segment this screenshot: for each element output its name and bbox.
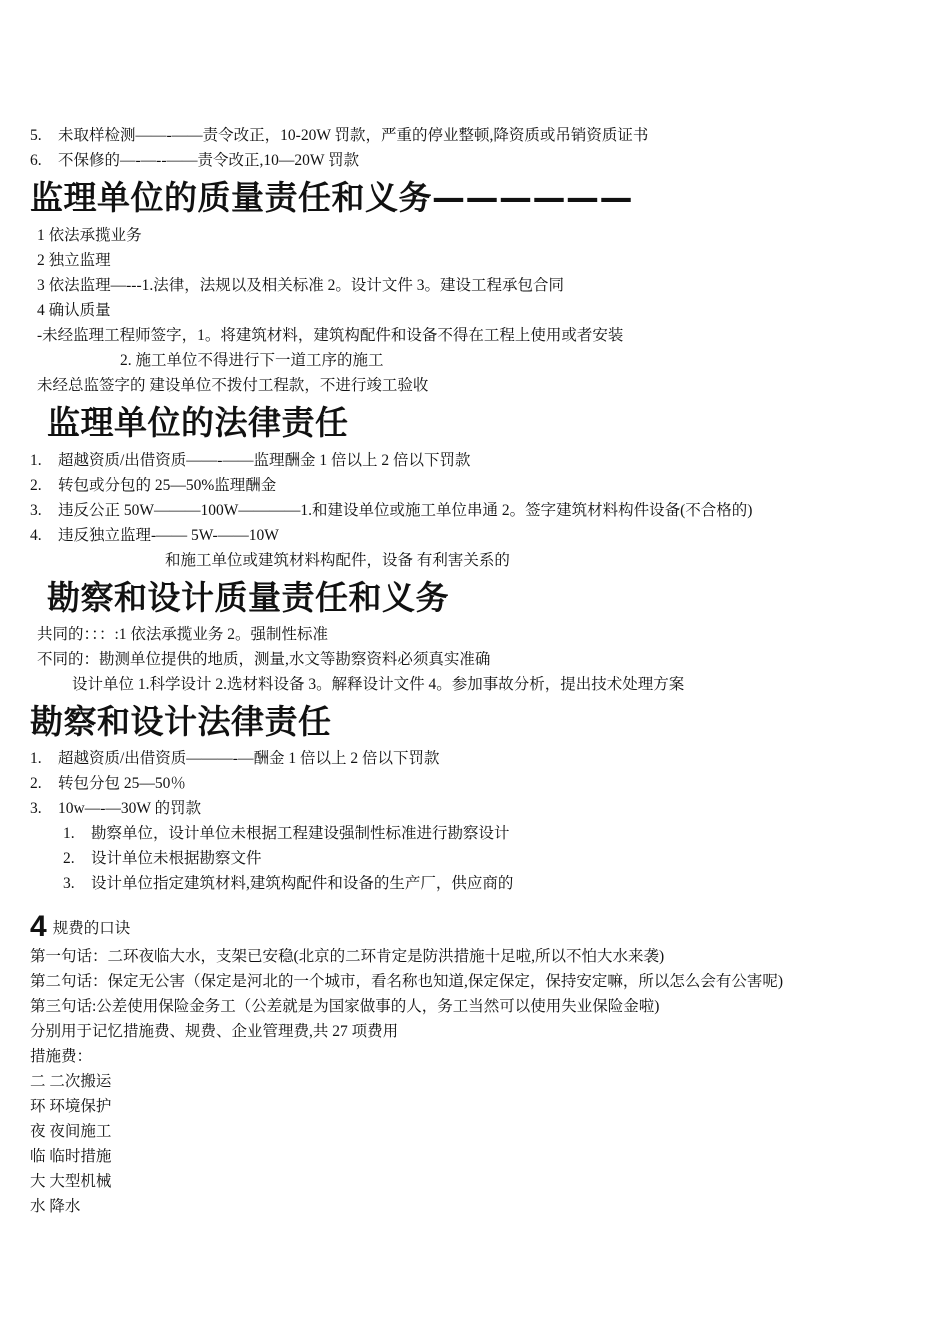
list-item bbox=[30, 798, 201, 820]
list-item bbox=[30, 450, 470, 472]
text-line: -未经监理工程师签字，1。将建筑材料，建筑构配件和设备不得在工程上使用或者安装 bbox=[37, 327, 624, 344]
list-text: 违反独立监理-—— 5W-——10W bbox=[58, 527, 279, 544]
sub-list-item bbox=[63, 873, 513, 895]
section-title bbox=[30, 910, 130, 946]
section-heading: 监理单位的质量责任和义务—————— bbox=[30, 178, 633, 217]
text-line: 临 临时措施 bbox=[30, 1148, 112, 1165]
list-item bbox=[30, 773, 186, 795]
text-line: 3 依法监理—---1.法律，法规以及相关标准 2。设计文件 3。建设工程承包合同 bbox=[37, 277, 564, 294]
text-line: 设计单位 1.科学设计 2.选材料设备 3。解释设计文件 4。参加事故分析，提出技术处理方案 bbox=[72, 676, 685, 693]
list-number: 5. bbox=[30, 127, 42, 144]
list-text: 未取样检测——-——责令改正，10-20W 罚款，严重的停业整顿,降资质或吊销资质证书 bbox=[58, 127, 649, 144]
text-line: 共同的：：：:1 依法承揽业务 2。强制性标准 bbox=[37, 626, 329, 643]
list-number: 2. bbox=[30, 477, 42, 494]
list-number: 1. bbox=[30, 452, 42, 469]
text-line: 第一句话：二环夜临大水，支架已安稳(北京的二环肯定是防洪措施十足啦,所以不怕大水来袭) bbox=[30, 948, 665, 965]
sub-list-item bbox=[63, 848, 262, 870]
list-text: 10w—-—30W 的罚款 bbox=[58, 800, 202, 817]
text-line: 第三句话:公差使用保险金务工（公差就是为国家做事的人，务工当然可以使用失业保险金啦) bbox=[30, 998, 660, 1015]
list-text: 勘察单位，设计单位未根据工程建设强制性标准进行勘察设计 bbox=[91, 825, 510, 842]
list-number: 2. bbox=[63, 850, 75, 867]
list-text: 超越资质/出借资质———-—酬金 1 倍以上 2 倍以下罚款 bbox=[58, 750, 440, 767]
list-number: 3. bbox=[30, 502, 42, 519]
list-item bbox=[30, 500, 752, 522]
text-line: 大 大型机械 bbox=[30, 1173, 112, 1190]
list-item bbox=[30, 475, 276, 497]
list-text: 设计单位指定建筑材料,建筑构配件和设备的生产厂，供应商的 bbox=[91, 875, 514, 892]
list-number: 3. bbox=[30, 800, 42, 817]
list-item bbox=[30, 748, 439, 770]
text-line: 和施工单位或建筑材料构配件，设备 有利害关系的 bbox=[165, 552, 510, 569]
text-line: 二 二次搬运 bbox=[30, 1073, 112, 1090]
list-number: 3. bbox=[63, 875, 75, 892]
list-item bbox=[30, 150, 359, 172]
text-line: 环 环境保护 bbox=[30, 1098, 112, 1115]
text-line: 2. 施工单位不得进行下一道工序的施工 bbox=[120, 352, 384, 369]
list-text: 设计单位未根据勘察文件 bbox=[91, 850, 262, 867]
section-heading: 勘察和设计法律责任 bbox=[30, 702, 332, 741]
list-text: 转包或分包的 25—50%监理酬金 bbox=[58, 477, 277, 494]
list-number: 1. bbox=[30, 750, 42, 767]
text-line: 夜 夜间施工 bbox=[30, 1123, 112, 1140]
list-number: 6. bbox=[30, 152, 42, 169]
list-text: 违反公正 50W———100W————1.和建设单位或施工单位串通 2。签字建筑材料构件设备(不合格的) bbox=[58, 502, 753, 519]
list-number: 4. bbox=[30, 527, 42, 544]
list-text: 不保修的—-—--——责令改正,10—20W 罚款 bbox=[58, 152, 360, 169]
list-number: 2. bbox=[30, 775, 42, 792]
text-line: 2 独立监理 bbox=[37, 252, 111, 269]
sub-list-item bbox=[63, 823, 510, 845]
list-item bbox=[30, 525, 279, 547]
list-number: 1. bbox=[63, 825, 75, 842]
list-item bbox=[30, 125, 648, 147]
section-heading: 监理单位的法律责任 bbox=[47, 403, 349, 442]
text-line: 1 依法承揽业务 bbox=[37, 227, 142, 244]
section-heading: 勘察和设计质量责任和义务 bbox=[47, 578, 449, 617]
section-number: 4 bbox=[30, 910, 47, 943]
section-title-text: 规费的口诀 bbox=[52, 920, 131, 937]
text-line: 4 确认质量 bbox=[37, 302, 111, 319]
text-line: 第二句话：保定无公害（保定是河北的一个城市，看名称也知道,保定保定，保持安定嘛，所以怎么会有公害呢) bbox=[30, 973, 784, 990]
text-line: 不同的：勘测单位提供的地质，测量,水文等勘察资料必须真实准确 bbox=[37, 651, 491, 668]
text-line: 措施费： bbox=[30, 1048, 93, 1065]
text-line: 未经总监签字的 建设单位不拨付工程款，不进行竣工验收 bbox=[37, 377, 429, 394]
text-line: 水 降水 bbox=[30, 1198, 81, 1215]
list-text: 超越资质/出借资质——-——监理酬金 1 倍以上 2 倍以下罚款 bbox=[58, 452, 471, 469]
text-line: 分别用于记忆措施费、规费、企业管理费,共 27 项费用 bbox=[30, 1023, 399, 1040]
list-text: 转包分包 25—50％ bbox=[58, 775, 186, 792]
